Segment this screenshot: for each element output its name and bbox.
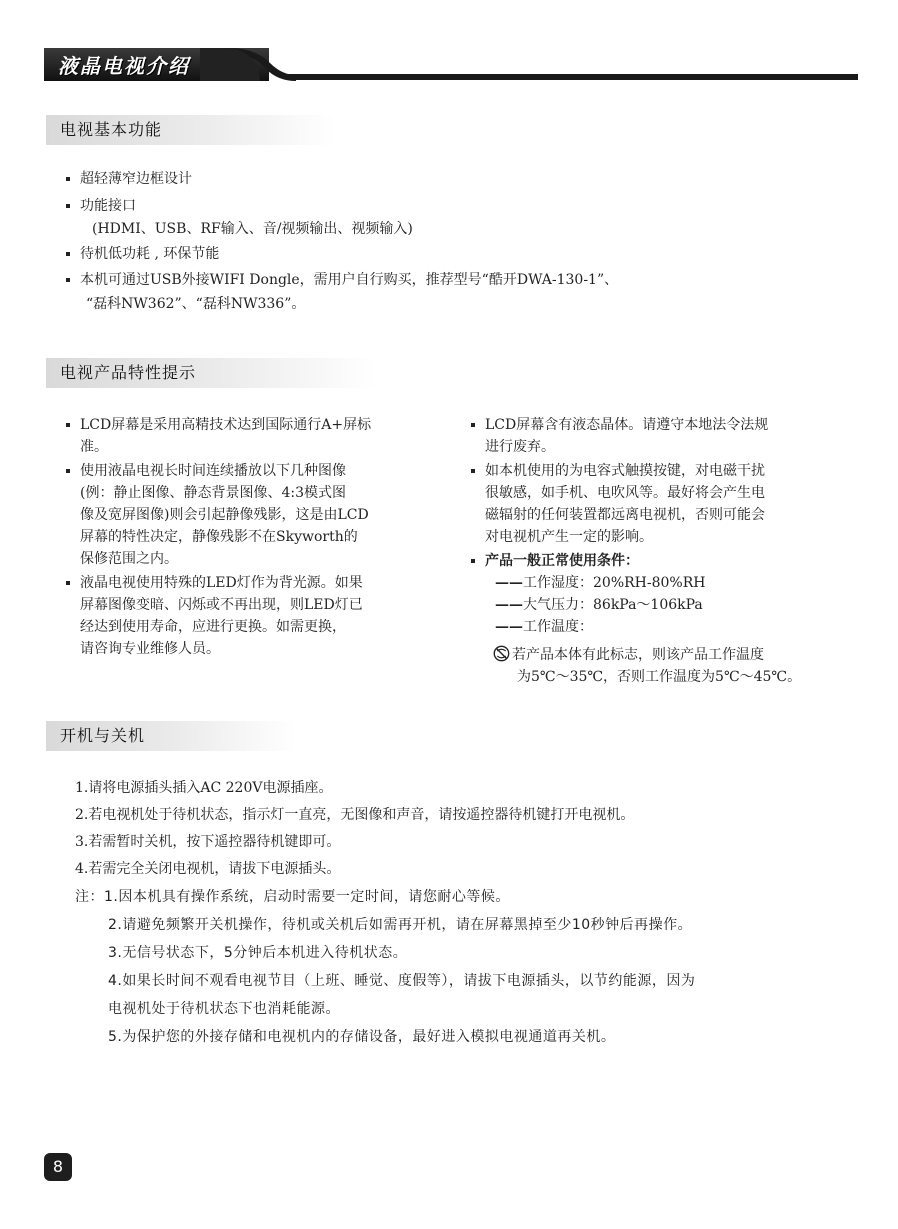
tip-item: LCD屏幕是采用高精技术达到国际通行A+屏标 准。 bbox=[66, 414, 446, 458]
condition-pressure: ——大气压力：86kPa～106kPa bbox=[495, 597, 703, 613]
note-item: 4.如果长时间不观看电视节目（上班、睡觉、度假等），请拔下电源插头，以节约能源，因为 bbox=[108, 973, 696, 989]
note-item: 5.为保护您的外接存储和电视机内的存储设备，最好进入模拟电视通道再关机。 bbox=[108, 1029, 616, 1045]
step-item: 4.若需完全关闭电视机，请拔下电源插头。 bbox=[75, 861, 341, 877]
tip-item: 如本机使用的为电容式触摸按键，对电磁干扰 很敏感，如手机、电吹风等。最好将会产生电 磁辐射的任何装置都远离电视机，否则可能会 对电视机产生一定的影响。 bbox=[471, 460, 871, 548]
page-title: 液晶电视介绍 bbox=[58, 54, 190, 78]
condition-temperature: ——工作温度： bbox=[495, 619, 593, 635]
conditions-title: 产品一般正常使用条件： bbox=[471, 550, 871, 572]
section-title-tips: 电视产品特性提示 bbox=[46, 358, 376, 388]
power-steps bbox=[75, 775, 875, 883]
list-item: 待机低功耗 , 环保节能 bbox=[66, 243, 846, 265]
tips-left-column bbox=[66, 414, 446, 660]
header-curve bbox=[200, 45, 300, 85]
list-item: 超轻薄窄边框设计 bbox=[66, 168, 846, 190]
tip-item: 液晶电视使用特殊的LED灯作为背光源。如果 屏幕图像变暗、闪烁或不再出现，则LED灯已 经达到使用寿命，应进行更换。如需更换， 请咨询专业维修人员。 bbox=[66, 572, 446, 660]
condition-humidity: ——工作湿度：20%RH-80%RH bbox=[495, 575, 706, 591]
temperature-note: 若产品本体有此标志，则该产品工作温度 为5℃～35℃，否则工作温度为5℃～45℃。 bbox=[471, 644, 871, 688]
list-item: 本机可通过USB外接WIFI Dongle，需用户自行购买，推荐型号“酷开DWA-130-1”、 bbox=[66, 269, 846, 291]
list-item-sub: “磊科NW362”、“磊科NW336”。 bbox=[86, 296, 306, 312]
note-label: 注： bbox=[75, 889, 104, 905]
step-item: 3.若需暂时关机，按下遥控器待机键即可。 bbox=[75, 834, 341, 850]
header-rule bbox=[286, 74, 858, 80]
step-item: 1.请将电源插头插入AC 220V电源插座。 bbox=[75, 780, 333, 796]
note-item: 3.无信号状态下，5分钟后本机进入待机状态。 bbox=[108, 945, 408, 961]
list-item: 功能接口 bbox=[66, 195, 846, 217]
basic-features-list bbox=[66, 168, 846, 315]
tips-right-column bbox=[471, 414, 871, 688]
list-item-sub: (HDMI、USB、RF输入、音/视频输出、视频输入) bbox=[92, 221, 413, 237]
section-title-basic: 电视基本功能 bbox=[46, 115, 336, 145]
section-title-power: 开机与关机 bbox=[46, 721, 296, 751]
note-item: 2.请避免频繁开关机操作，待机或关机后如需再开机，请在屏幕黑掉至少10秒钟后再操作。 bbox=[108, 917, 693, 933]
note-item: 电视机处于待机状态下也消耗能源。 bbox=[108, 1001, 340, 1017]
step-item: 2.若电视机处于待机状态，指示灯一直亮，无图像和声音，请按遥控器待机键打开电视机。 bbox=[75, 807, 635, 823]
power-notes bbox=[75, 883, 875, 1051]
tip-item: 使用液晶电视长时间连续播放以下几种图像 (例：静止图像、静态背景图像、4:3模式图 像及宽屏图像)则会引起静像残影，这是由LCD 屏幕的特性决定，静像残影不在Skyworth的 保修范围之内。 bbox=[66, 460, 446, 570]
tip-item: LCD屏幕含有液态晶体。请遵守本地法令法规 进行废弃。 bbox=[471, 414, 871, 458]
conditions-list bbox=[471, 572, 871, 638]
note-item: 1.因本机具有操作系统，启动时需要一定时间，请您耐心等候。 bbox=[104, 889, 510, 905]
page-number: 8 bbox=[44, 1153, 72, 1181]
no-recycle-icon bbox=[493, 645, 510, 662]
